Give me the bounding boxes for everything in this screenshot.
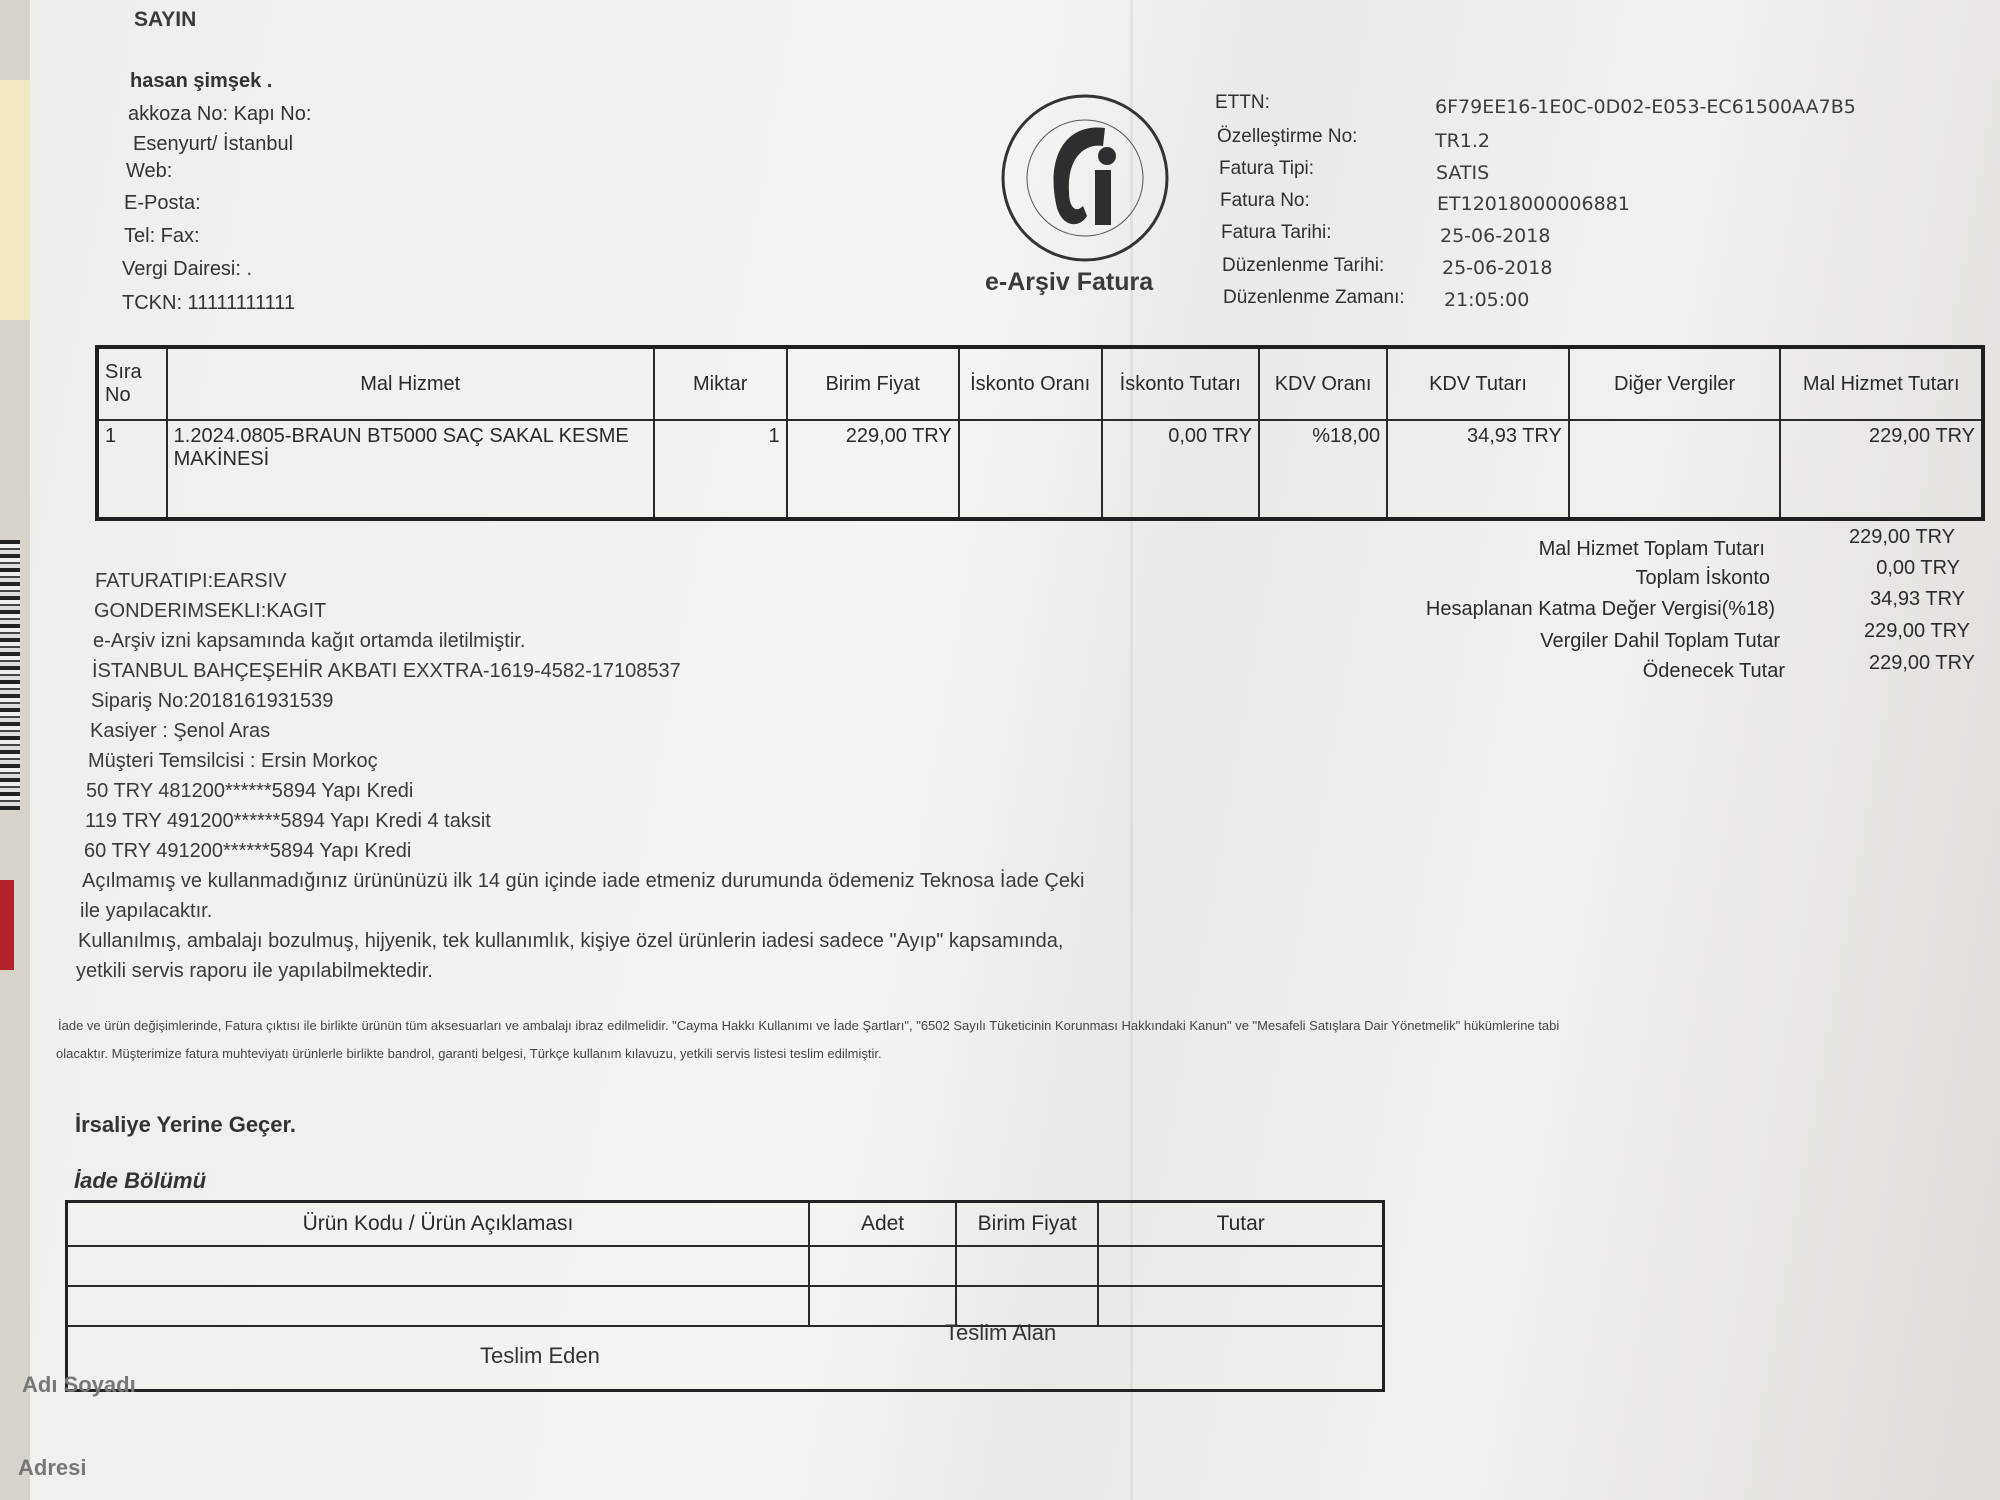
th-miktar: Miktar <box>654 347 787 420</box>
background-edge <box>0 80 30 320</box>
meta-label-duzenlenme-zamani: Düzenlenme Zamanı: <box>1223 287 1405 308</box>
total-value-odenecek: 229,00 TRY <box>1868 652 1975 674</box>
total-value-iskonto: 0,00 TRY <box>1876 557 1960 579</box>
meta-value-duzenlenme-tarihi: 25-06-2018 <box>1442 257 1553 279</box>
buyer-tckn: TCKN: 11111111111 <box>122 292 296 314</box>
cell-diger-vergiler <box>1569 420 1781 519</box>
meta-value-fatura-tarihi: 25-06-2018 <box>1440 225 1551 247</box>
note-fatura-tipi: FATURATIPI:EARSIV <box>95 570 287 592</box>
total-label-mal-hizmet: Mal Hizmet Toplam Tutarı <box>1538 538 1765 560</box>
buyer-address: akkoza No: Kapı No: <box>128 103 312 125</box>
note-odeme-1: 50 TRY 481200******5894 Yapı Kredi <box>86 780 414 802</box>
th-mal-hizmet: Mal Hizmet <box>167 347 654 420</box>
cell-miktar: 1 <box>654 420 787 519</box>
meta-value-ettn: 6F79EE16-1E0C-0D02-E053-EC61500AA7B5 <box>1435 96 1856 118</box>
total-label-vergiler-dahil: Vergiler Dahil Toplam Tutar <box>1540 630 1780 652</box>
meta-value-duzenlenme-zamani: 21:05:00 <box>1444 289 1530 311</box>
cell-iskonto-orani <box>959 420 1102 519</box>
th-kdv-orani: KDV Oranı <box>1259 347 1387 420</box>
return-table <box>65 1200 1385 1392</box>
note-odeme-3: 60 TRY 491200******5894 Yapı Kredi <box>84 840 412 862</box>
return-th-tutar: Tutar <box>1098 1202 1383 1247</box>
note-earsiv-izni: e-Arşiv izni kapsamında kağıt ortamda iletilmiştir. <box>93 630 526 652</box>
note-musteri-temsilcisi: Müşteri Temsilcisi : Ersin Morkoç <box>88 750 378 772</box>
total-label-iskonto: Toplam İskonto <box>1635 567 1770 589</box>
cell-sira: 1 <box>97 420 167 519</box>
meta-label-fatura-no: Fatura No: <box>1220 190 1310 211</box>
note-odeme-2: 119 TRY 491200******5894 Yapı Kredi 4 taksit <box>85 810 491 832</box>
meta-label-duzenlenme-tarihi: Düzenlenme Tarihi: <box>1222 255 1385 276</box>
adi-soyadi-label: Adı Soyadı <box>22 1372 136 1397</box>
note-siparis-no: Sipariş No:2018161931539 <box>91 690 334 712</box>
background-edge-red <box>0 880 14 970</box>
fine-print-2: olacaktır. Müşterimize fatura muhteviyatı ürünlerle birlikte bandrol, garanti belgesi, Türkçe kullanım kılavuzu, yetkili servis listesi teslim edilmiştir. <box>56 1046 882 1061</box>
buyer-web: Web: <box>126 160 173 182</box>
th-diger-vergiler: Diğer Vergiler <box>1569 347 1781 420</box>
buyer-title: SAYIN <box>134 8 197 31</box>
cell-tutar: 229,00 TRY <box>1780 420 1983 519</box>
meta-label-fatura-tipi: Fatura Tipi: <box>1219 158 1315 179</box>
table-row <box>67 1326 1384 1391</box>
note-iade-2: ile yapılacaktır. <box>80 900 213 922</box>
items-table <box>95 345 1985 521</box>
return-th-adet: Adet <box>809 1202 956 1247</box>
items-header-row <box>97 347 1983 420</box>
meta-label-fatura-tarihi: Fatura Tarihi: <box>1221 222 1332 243</box>
teslim-eden-label: Teslim Eden <box>480 1343 600 1368</box>
total-value-vergiler-dahil: 229,00 TRY <box>1863 620 1970 642</box>
gib-seal-icon <box>995 88 1175 268</box>
note-gonderim-sekli: GONDERIMSEKLI:KAGIT <box>94 600 327 622</box>
cell-mal-hizmet: 1.2024.0805-BRAUN BT5000 SAÇ SAKAL KESME MAKİNESİ <box>167 420 654 519</box>
total-label-odenecek: Ödenecek Tutar <box>1642 660 1785 682</box>
th-kdv-tutari: KDV Tutarı <box>1387 347 1569 420</box>
th-iskonto-orani: İskonto Oranı <box>959 347 1102 420</box>
barcode-strip <box>0 540 20 810</box>
table-row <box>67 1246 1384 1286</box>
note-magaza: İSTANBUL BAHÇEŞEHİR AKBATI EXXTRA-1619-4582-17108537 <box>92 660 681 682</box>
return-header-row <box>67 1202 1384 1247</box>
meta-value-fatura-tipi: SATIS <box>1436 162 1490 184</box>
return-th-birim-fiyat: Birim Fiyat <box>956 1202 1098 1247</box>
logo-caption: e-Arşiv Fatura <box>985 268 1154 296</box>
fine-print-1: İade ve ürün değişimlerinde, Fatura çıktısı ile birlikte ürünün tüm aksesuarları ve ambalajı ibraz edilmelidir. "Cayma Hakkı Kullanımı ve İade Şartları", "6502 Sayılı Tüketicinin Korunması Hakkındaki Kanun" ve "Mesafeli Satışlara Dair Yönetmelik" hükümlerine tabi <box>58 1018 1560 1033</box>
buyer-tel: Tel: Fax: <box>124 225 200 247</box>
cell-kdv-tutari: 34,93 TRY <box>1387 420 1569 519</box>
adresi-label: Adresi <box>18 1455 87 1480</box>
table-row <box>97 420 1983 519</box>
cell-kdv-orani: %18,00 <box>1259 420 1387 519</box>
invoice-page <box>18 0 2000 1500</box>
meta-label-ozellestirme: Özelleştirme No: <box>1217 126 1358 147</box>
buyer-city: Esenyurt/ İstanbul <box>133 133 294 155</box>
note-iade-4: yetkili servis raporu ile yapılabilmektedir. <box>76 960 433 982</box>
th-sira: Sıra No <box>97 347 167 420</box>
note-kasiyer: Kasiyer : Şenol Aras <box>90 720 271 742</box>
return-title: İade Bölümü <box>70 1168 210 1194</box>
note-iade-3: Kullanılmış, ambalajı bozulmuş, hijyenik, tek kullanımlık, kişiye özel ürünlerin iadesi sadece "Ayıp" kapsamında, <box>78 930 1064 952</box>
meta-label-ettn: ETTN: <box>1215 92 1270 113</box>
cell-iskonto-tutari: 0,00 TRY <box>1102 420 1259 519</box>
table-row <box>67 1286 1384 1326</box>
buyer-tax-office: Vergi Dairesi: . <box>122 258 253 280</box>
meta-value-ozellestirme: TR1.2 <box>1435 130 1491 152</box>
total-value-mal-hizmet: 229,00 TRY <box>1848 526 1955 548</box>
th-birim-fiyat: Birim Fiyat <box>787 347 959 420</box>
return-th-urun: Ürün Kodu / Ürün Açıklaması <box>67 1202 809 1247</box>
note-iade-1: Açılmamış ve kullanmadığınız ürününüzü ilk 14 gün içinde iade etmeniz durumunda ödemeniz Teknosa İade Çeki <box>82 870 1085 892</box>
meta-value-fatura-no: ET12018000006881 <box>1437 193 1630 215</box>
th-iskonto-tutari: İskonto Tutarı <box>1102 347 1259 420</box>
irsaliye-text: İrsaliye Yerine Geçer. <box>75 1112 296 1137</box>
teslim-alan-label: Teslim Alan <box>945 1320 1057 1345</box>
buyer-name: hasan şimşek . <box>130 70 273 92</box>
total-label-kdv: Hesaplanan Katma Değer Vergisi(%18) <box>1425 598 1775 620</box>
buyer-email: E-Posta: <box>124 192 201 214</box>
total-value-kdv: 34,93 TRY <box>1870 588 1965 610</box>
cell-birim-fiyat: 229,00 TRY <box>787 420 959 519</box>
th-mal-hizmet-tutari: Mal Hizmet Tutarı <box>1780 347 1983 420</box>
